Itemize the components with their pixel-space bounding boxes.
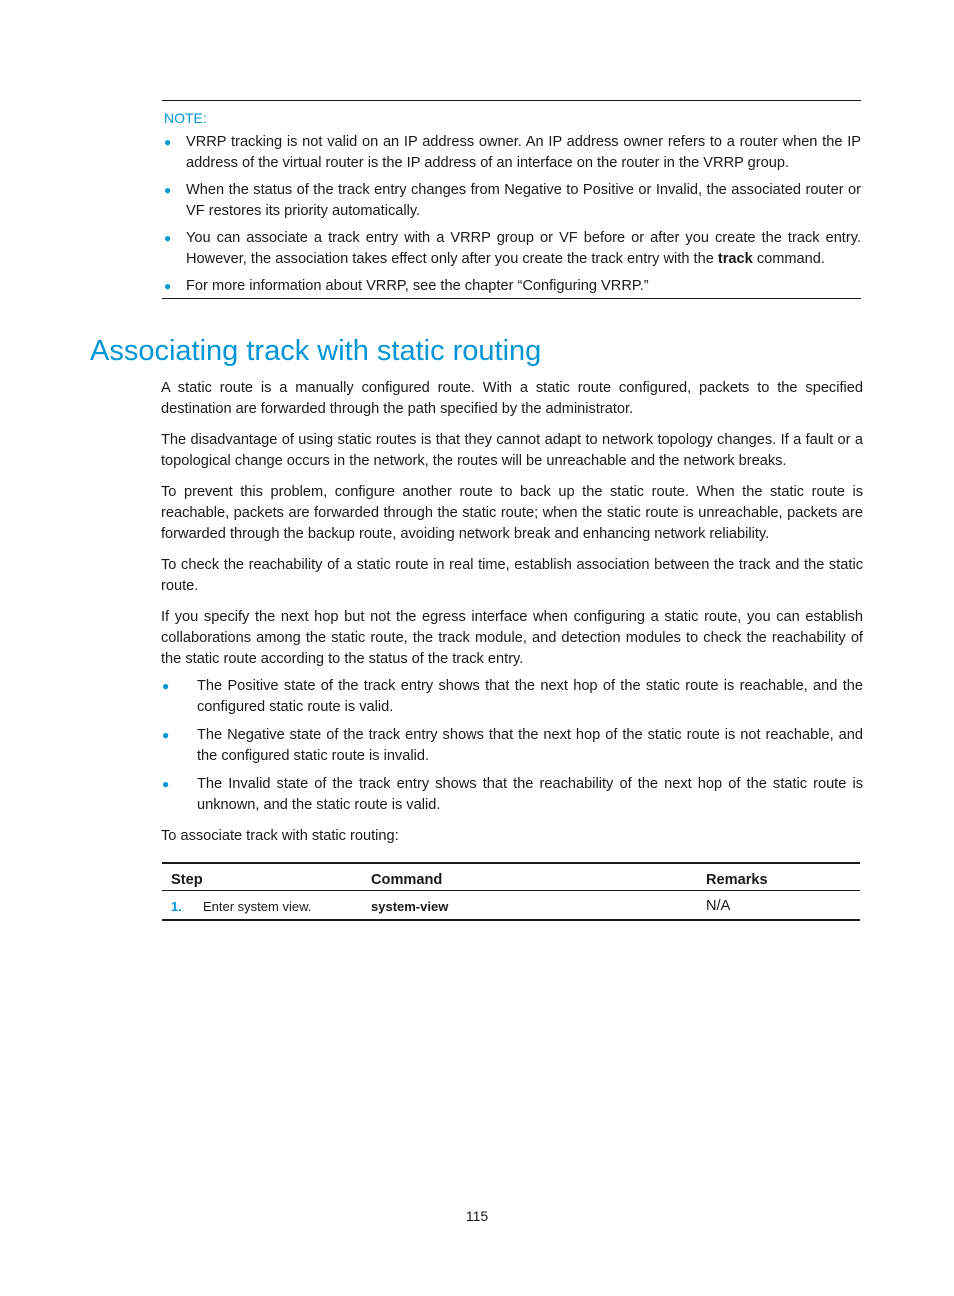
bullet-icon: ● (162, 728, 170, 742)
note-item: ● You can associate a track entry with a VRRP group or VF before or after you create the track entry. However, the association takes effect only after you create the track entry with the track command. (164, 230, 861, 267)
column-header-step: Step (162, 863, 362, 891)
paragraph: If you specify the next hop but not the egress interface when configuring a static route, you can establish collaborations among the static route, the track module, and detection modules to check the reachability of the static route according to the status of the track entry. (161, 609, 863, 667)
paragraph: A static route is a manually configured route. With a static route configured, packets to the specified destination are forwarded through the path specified by the administrator. (161, 380, 863, 417)
note-item: ● When the status of the track entry changes from Negative to Positive or Invalid, the associated router or VF restores its priority automatically. (164, 182, 861, 219)
paragraph: To check the reachability of a static route in real time, establish association between the track and the static route. (161, 557, 863, 594)
bullet-icon: ● (162, 679, 170, 693)
table-header-row (162, 863, 860, 891)
bullet-icon: ● (164, 231, 172, 245)
column-header-command: Command (362, 863, 697, 891)
step-cell (162, 891, 362, 921)
remarks-cell: N/A (697, 891, 860, 921)
column-header-remarks: Remarks (697, 863, 860, 891)
command-keyword: track (717, 251, 753, 267)
state-list-item: ● The Positive state of the track entry shows that the next hop of the static route is reachable, and the configured static route is valid. (162, 678, 863, 715)
section-heading: Associating track with static routing (90, 335, 542, 367)
paragraph: To prevent this problem, configure another route to back up the static route. When the static route is reachable, packets are forwarded through the static route; when the static route is unreachable, packets are forwarded through the backup route, avoiding network break and enhancing network reliability. (161, 484, 863, 542)
note-item: ● For more information about VRRP, see the chapter “Configuring VRRP.” (162, 276, 861, 297)
steps-table (162, 862, 860, 921)
bullet-icon: ● (164, 279, 172, 293)
step-number: 1. (171, 898, 182, 914)
state-list (161, 676, 863, 816)
note-list (162, 132, 861, 297)
section-body (161, 378, 863, 857)
note-box (162, 100, 861, 299)
state-list-item: ● The Invalid state of the track entry shows that the reachability of the next hop of the static route is unknown, and the static route is valid. (162, 776, 863, 813)
state-list-item: ● The Negative state of the track entry shows that the next hop of the static route is not reachable, and the configured static route is invalid. (162, 727, 863, 764)
table-intro: To associate track with static routing: (161, 828, 399, 844)
paragraph: The disadvantage of using static routes is that they cannot adapt to network topology changes. If a fault or a topological change occurs in the network, the routes will be unreachable and the network breaks. (161, 432, 863, 469)
note-item: ● VRRP tracking is not valid on an IP address owner. An IP address owner refers to a router when the IP address of the virtual router is the IP address of an interface on the router in the VRRP group. (164, 134, 861, 171)
command-cell: system-view (362, 891, 697, 921)
bullet-icon: ● (164, 135, 172, 149)
page-number: 115 (465, 1208, 489, 1224)
bullet-icon: ● (162, 777, 170, 791)
bullet-icon: ● (164, 183, 172, 197)
step-description: Enter system view. (203, 898, 312, 914)
table-row (162, 891, 860, 921)
note-label: NOTE: (164, 110, 207, 126)
